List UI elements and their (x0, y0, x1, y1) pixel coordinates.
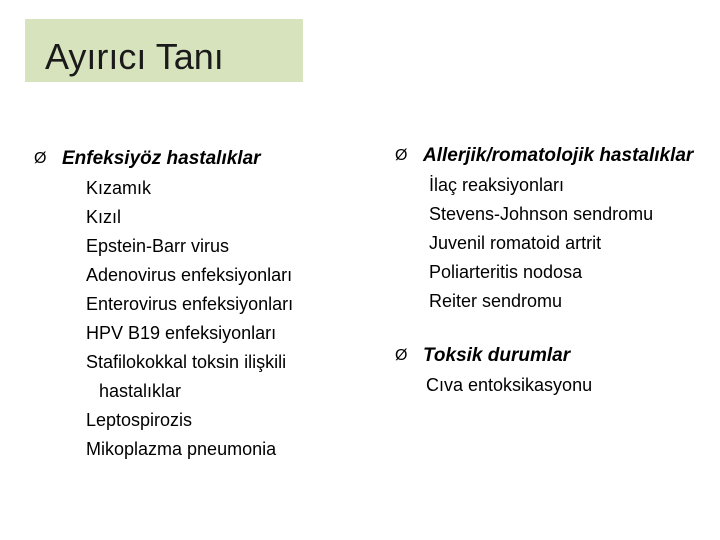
list-item: Mikoplazma pneumonia (86, 439, 277, 459)
list-item: Kızıl (86, 207, 122, 227)
list-item: Juvenil romatoid artrit (429, 233, 602, 253)
toxic-heading-row (395, 343, 592, 371)
list-item: Adenovirus enfeksiyonları (86, 265, 293, 285)
list-item: Stafilokokkal toksin ilişkili (86, 352, 287, 372)
list-item: Cıva entoksikasyonu (426, 375, 593, 395)
right-heading-row (395, 143, 694, 171)
list-item: Poliarteritis nodosa (429, 262, 583, 282)
list-item: Leptospirozis (86, 410, 193, 430)
list-item: HPV B19 enfeksiyonları (86, 323, 277, 343)
list-item: Epstein-Barr virus (86, 236, 230, 256)
list-item: İlaç reaksiyonları (429, 175, 565, 195)
list-item: Enterovirus enfeksiyonları (86, 294, 294, 314)
list-item: Stevens-Johnson sendromu (429, 204, 654, 224)
left-heading-row (34, 146, 293, 174)
list-item: Kızamık (86, 178, 152, 198)
section-heading-allergic: Allerjik/romatolojik hastalıklar (423, 145, 694, 166)
arrow-bullet-icon: Ø (395, 347, 408, 364)
toxic-column (395, 343, 592, 400)
left-column (34, 146, 293, 464)
arrow-bullet-icon: Ø (395, 147, 408, 164)
arrow-bullet-icon: Ø (34, 150, 47, 167)
infectious-list (86, 174, 293, 464)
section-heading-infectious: Enfeksiyöz hastalıklar (62, 148, 261, 169)
allergic-list (429, 171, 653, 316)
list-item-continuation: hastalıklar (99, 381, 182, 401)
page-title: Ayırıcı Tanı (45, 36, 224, 77)
list-item: Reiter sendromu (429, 291, 563, 311)
toxic-list (426, 371, 592, 400)
section-heading-toxic: Toksik durumlar (423, 345, 571, 366)
title-box (25, 19, 303, 82)
right-column (395, 143, 694, 316)
